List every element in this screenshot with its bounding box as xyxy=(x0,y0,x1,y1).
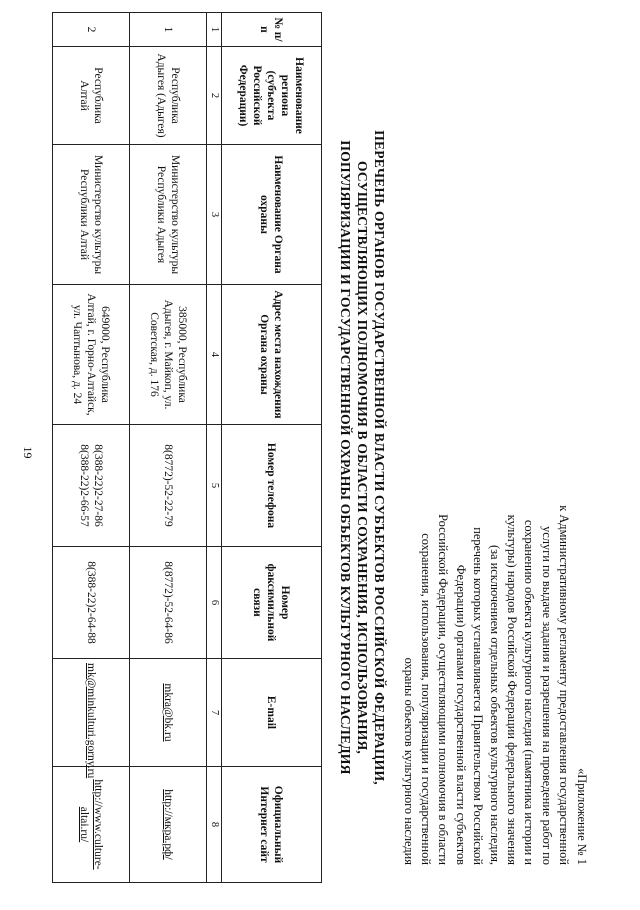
column-number: 5 xyxy=(207,425,222,547)
agency-table xyxy=(52,12,322,883)
column-number: 7 xyxy=(207,659,222,767)
region-cell: Республика Алтай xyxy=(53,47,130,145)
email-cell xyxy=(53,659,130,779)
appendix-line: Российской Федерации, осуществляющими полномочия в области xyxy=(436,514,451,865)
column-number: 4 xyxy=(207,285,222,425)
fax-cell: 8(388-22)2-64-88 xyxy=(53,547,130,659)
header-address: Адрес места нахождения Органа охраны xyxy=(222,285,322,425)
website-link[interactable]: http://мкра.рф/ xyxy=(162,789,174,860)
email-link[interactable]: mkra@bk.ru xyxy=(162,683,174,742)
appendix-title: «Приложение № 1 xyxy=(575,768,589,865)
row-number: 1 xyxy=(130,13,207,47)
header-fax: Номер факсимильной связи xyxy=(222,547,322,659)
appendix-note xyxy=(400,165,590,865)
column-number-row xyxy=(207,13,222,883)
website-link[interactable]: http://www.culture-altai.ru/ xyxy=(78,779,104,870)
phone-cell: 8(8772)-52-22-79 xyxy=(130,425,207,547)
header-website: Официальный Интернет сайт xyxy=(222,767,322,883)
email-cell xyxy=(130,659,207,767)
header-row xyxy=(222,13,322,883)
header-phone: Номер телефона xyxy=(222,425,322,547)
appendix-line: Федерации) органами государственной власти субъектов xyxy=(453,564,468,865)
appendix-body xyxy=(400,165,572,865)
agency-cell: Министерство культуры Республики Адыгея xyxy=(130,145,207,285)
page-number: 19 xyxy=(21,446,35,459)
title-line: ПЕРЕЧЕНЬ ОРГАНОВ ГОСУДАРСТВЕННОЙ ВЛАСТИ СУБЪЕКТОВ РОССИЙСКОЙ ФЕДЕРАЦИИ, xyxy=(372,130,387,785)
title-line: ОСУЩЕСТВЛЯЮЩИХ ПОЛНОМОЧИЯ В ОБЛАСТИ СОХРАНЕНИЯ, ИСПОЛЬЗОВАНИЯ, xyxy=(355,160,370,755)
column-number: 3 xyxy=(207,145,222,285)
document-title xyxy=(337,5,388,910)
fax-cell: 8(8772)-52-64-86 xyxy=(130,547,207,659)
address-cell: 385000, Республика Адыгея, г. Майкоп, ул. Советская, д. 176 xyxy=(130,285,207,425)
appendix-line: культуры) народов Российской Федерации федерального значения xyxy=(505,514,520,865)
appendix-line: сохранения, использования, популяризации и государственной xyxy=(419,533,434,865)
column-number: 2 xyxy=(207,47,222,145)
appendix-line: охраны объектов культурного наследия xyxy=(401,657,416,865)
appendix-line: (за исключением отдельных объектов культурного наследия, xyxy=(487,545,502,865)
website-cell xyxy=(130,767,207,883)
email-link[interactable]: mk@minkulturi.gorny.ru xyxy=(85,663,97,779)
appendix-line: перечень которых устанавливается Правительством Российской xyxy=(470,527,485,865)
appendix-line: услуги по выдаче задания и разрешения на проведение работ по xyxy=(539,526,554,865)
header-number: № п/п xyxy=(222,13,322,47)
column-number: 8 xyxy=(207,767,222,883)
column-number: 6 xyxy=(207,547,222,659)
header-agency: Наименование Органа охраны xyxy=(222,145,322,285)
website-cell xyxy=(53,767,130,883)
table-row xyxy=(130,13,207,883)
table-row xyxy=(53,13,130,883)
row-number: 2 xyxy=(53,13,130,47)
agency-cell: Министерство культуры Республики Алтай xyxy=(53,145,130,285)
title-line: ПОПУЛЯРИЗАЦИИ И ГОСУДАРСТВЕННОЙ ОХРАНЫ ОБЪЕКТОВ КУЛЬТУРНОГО НАСЛЕДИЯ xyxy=(338,140,353,775)
region-cell: Республика Адыгея (Адыгея) xyxy=(130,47,207,145)
appendix-line: сохранению объекта культурного наследия (памятника истории и xyxy=(522,519,537,865)
header-region: Наименование региона (субъекта Российской Федерации) xyxy=(222,47,322,145)
header-email: E-mail xyxy=(222,659,322,767)
phone-cell: 8(388-22)2-27-86 8(388-22)2-66-57 xyxy=(53,425,130,547)
address-cell: 649000, Республика Алтай, г. Горно-Алтайск, ул. Чаптынова, д. 24 xyxy=(53,285,130,425)
appendix-line: к Административному регламенту предоставления государственной xyxy=(556,505,571,865)
column-number: 1 xyxy=(207,13,222,47)
